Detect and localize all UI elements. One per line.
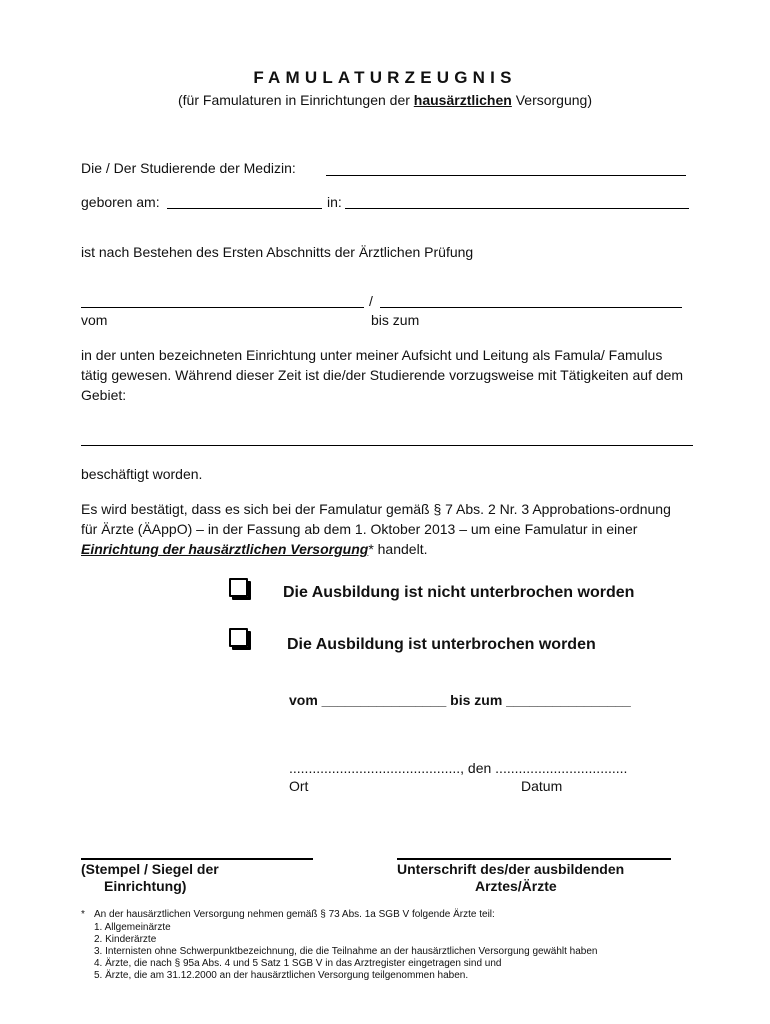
student-label: Die / Der Studierende der Medizin: xyxy=(81,160,296,176)
footnote-item: 5. Ärzte, die am 31.12.2000 an der hausärztlichen Versorgung teilgenommen haben. xyxy=(94,970,469,981)
signature-label-line2: Arztes/Ärzte xyxy=(475,878,557,894)
footnote-item: 2. Kinderärzte xyxy=(94,934,157,945)
birthplace-field[interactable] xyxy=(345,208,689,209)
footnote-intro: An der hausärztlichen Versorgung nehmen gemäß § 73 Abs. 1a SGB V folgende Ärzte teil: xyxy=(94,909,495,920)
footnote-item: 3. Internisten ohne Schwerpunktbezeichnung, die die Teilnahme an der hausärztlichen Versorgung gewählt haben xyxy=(94,946,598,957)
document-title: FAMULATURZEUGNIS xyxy=(253,68,517,87)
period-separator: / xyxy=(369,293,373,309)
employed-text: beschäftigt worden. xyxy=(81,466,203,482)
period-from-label: vom xyxy=(81,312,108,328)
confirmation-paragraph: Es wird bestätigt, dass es sich bei der Famulatur gemäß § 7 Abs. 2 Nr. 3 Approbations-ordnung für Ärzte (ÄAppO) – in der Fassung ab dem 1. Oktober 2013 – um eine Famulatur in einer Einrichtung der hausärztlichen Versorgung* handelt. xyxy=(81,501,671,557)
signature-line[interactable] xyxy=(397,858,671,860)
document-subtitle: (für Famulaturen in Einrichtungen der hausärztlichen Versorgung) xyxy=(178,92,592,108)
stamp-label-line1: (Stempel / Siegel der xyxy=(81,861,219,877)
signature-label-line1: Unterschrift des/der ausbildenden xyxy=(397,861,625,877)
not-interrupted-label: Die Ausbildung ist nicht unterbrochen worden xyxy=(283,584,635,601)
period-to-field[interactable] xyxy=(380,307,682,308)
place-date-field[interactable]: ............................................, den .................................. xyxy=(289,760,628,776)
footnote-item: 1. Allgemeinärzte xyxy=(94,922,171,933)
place-label: Ort xyxy=(289,778,309,794)
interrupted-checkbox[interactable] xyxy=(229,628,248,647)
stamp-label-line2: Einrichtung) xyxy=(104,878,187,894)
period-from-field[interactable] xyxy=(81,307,364,308)
activity-field[interactable] xyxy=(81,445,693,446)
supervision-paragraph: in der unten bezeichneten Einrichtung unter meiner Aufsicht und Leitung als Famula/ Famulus tätig gewesen. Während dieser Zeit ist die/der Studierende vorzugsweise mit Tätigkeiten auf dem Gebiet: xyxy=(81,347,684,403)
birthplace-label: in: xyxy=(327,194,342,210)
stamp-line[interactable] xyxy=(81,858,313,860)
interruption-period[interactable]: vom ________________ bis zum ________________ xyxy=(289,692,631,708)
footnote-star: * xyxy=(81,909,85,920)
birth-date-field[interactable] xyxy=(167,208,322,209)
exam-statement: ist nach Bestehen des Ersten Abschnitts der Ärztlichen Prüfung xyxy=(81,244,474,260)
not-interrupted-checkbox[interactable] xyxy=(229,578,248,597)
interrupted-label: Die Ausbildung ist unterbrochen worden xyxy=(287,636,596,653)
date-label: Datum xyxy=(521,778,563,794)
confirmation-emphasis: Einrichtung der hausärztlichen Versorgung xyxy=(81,541,369,557)
footnote-item: 4. Ärzte, die nach § 95a Abs. 4 und 5 Satz 1 SGB V in das Arztregister eingetragen sind und xyxy=(94,958,502,969)
born-label: geboren am: xyxy=(81,194,160,210)
period-to-label: bis zum xyxy=(371,312,420,328)
student-name-field[interactable] xyxy=(326,175,686,176)
